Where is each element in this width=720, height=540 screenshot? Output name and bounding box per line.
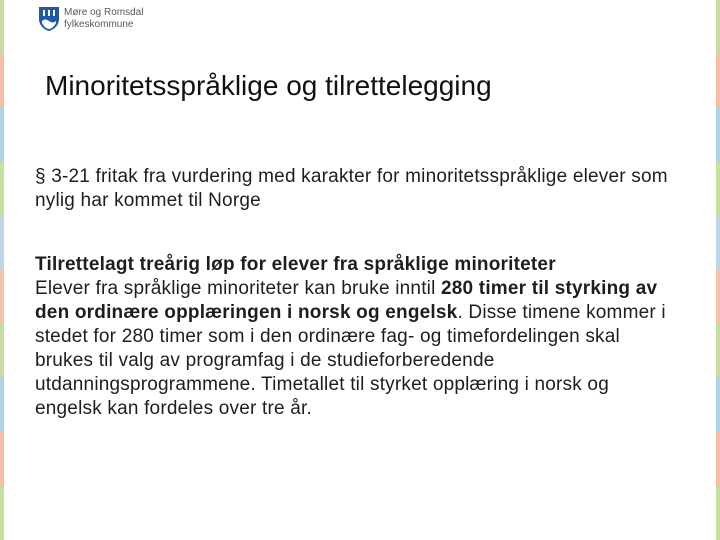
stripe-segment (716, 324, 720, 378)
stripe-segment (0, 324, 4, 378)
paragraph-exemption: § 3-21 fritak fra vurdering med karakter for minoritetsspråklige elever som nylig har kommet til Norge (35, 166, 668, 211)
stripe-segment (0, 378, 4, 432)
stripe-segment (0, 54, 4, 108)
stripe-segment (716, 270, 720, 324)
stripe-segment (716, 486, 720, 540)
stripe-segment (716, 216, 720, 270)
stripe-segment (716, 0, 720, 54)
stripe-segment (716, 108, 720, 162)
stripe-segment (0, 270, 4, 324)
right-color-stripe (716, 0, 720, 540)
logo-text (64, 7, 143, 31)
paragraph-bold-hours: 280 timer til styrking av den ordinære opplæringen i norsk og engelsk (35, 278, 658, 323)
logo-line-1: Møre og Romsdal (64, 7, 144, 18)
stripe-segment (0, 216, 4, 270)
left-color-stripe (0, 0, 4, 540)
stripe-segment (0, 432, 4, 486)
stripe-segment (716, 54, 720, 108)
logo-line-2: fylkeskommune (64, 19, 134, 30)
paragraph-rest: . Disse timene kommer i stedet for 280 timer som i den ordinære fag- og timefordelingen skal brukes til valg av programfag i de studieforberedende utdanningsprogrammene. Timetallet til styrket opplæring i norsk og engelsk kan fordeles over tre år. (35, 302, 666, 419)
stripe-segment (716, 432, 720, 486)
paragraph-adapted-course (35, 253, 675, 421)
paragraph-intro: Elever fra språklige minoriteter kan bruke inntil (35, 278, 442, 299)
logo (38, 6, 143, 32)
stripe-segment (0, 162, 4, 216)
stripe-segment (0, 108, 4, 162)
stripe-segment (716, 162, 720, 216)
stripe-segment (0, 0, 4, 54)
coat-of-arms-icon (38, 6, 60, 32)
slide-title: Minoritetsspråklige og tilrettelegging (45, 70, 492, 101)
stripe-segment (716, 378, 720, 432)
stripe-segment (0, 486, 4, 540)
paragraph-heading: Tilrettelagt treårig løp for elever fra språklige minoriteter (35, 254, 556, 275)
